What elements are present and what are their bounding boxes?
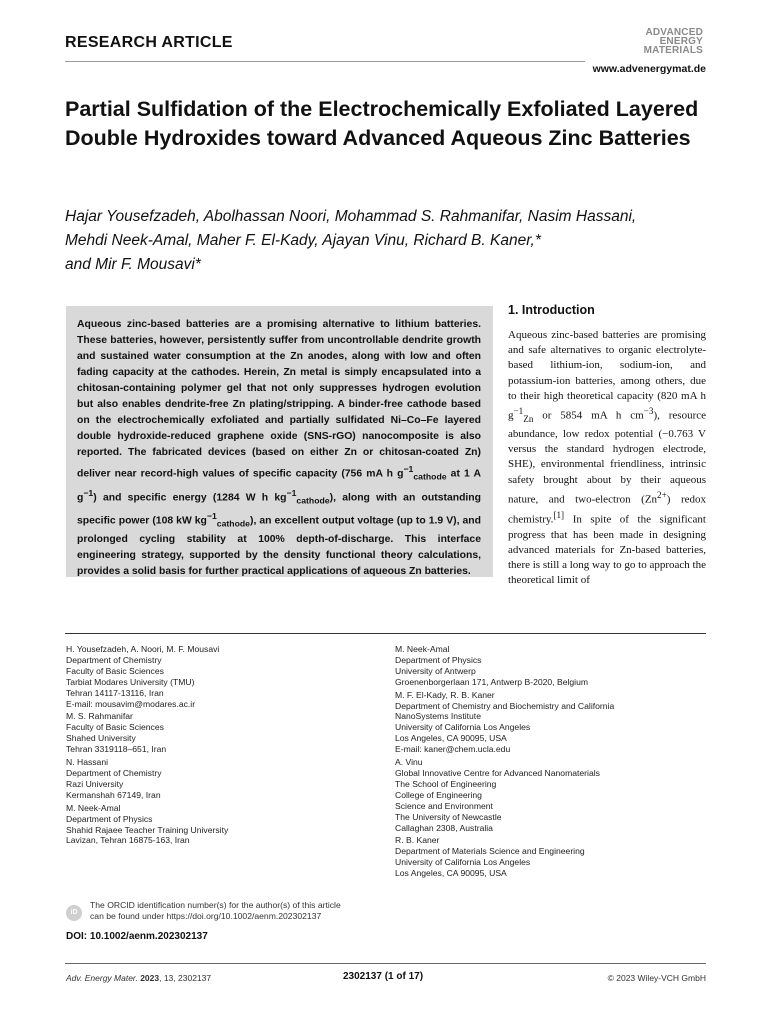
affiliation-block: [66, 644, 376, 709]
journal-url-link[interactable]: www.advenergymat.de: [592, 63, 706, 75]
affiliation-line: M. S. Rahmanifar: [66, 711, 133, 722]
affiliation-line: H. Yousefzadeh, A. Noori, M. F. Mousavi: [66, 644, 220, 654]
affiliation-block: [395, 835, 705, 879]
affiliation-line: Global Innovative Centre for Advanced Nanomaterials: [395, 767, 600, 778]
affiliation-line: Tehran 14117-13116, Iran: [66, 687, 164, 698]
affiliation-line: Department of Materials Science and Engineering: [395, 846, 585, 857]
author-line: and Mir F. Mousavi*: [65, 256, 201, 273]
affiliation-line: Tehran 3319118–651, Iran: [66, 744, 167, 755]
affiliation-line: Groenenborgerlaan 171, Antwerp B-2020, Belgium: [395, 676, 589, 687]
abstract-text: Aqueous zinc-based batteries are a promising alternative to lithium batteries. These batteries, however, persistently suffer from uncontrollable dendrite growth and sustained water consumption at the Zn anodes, along with low and often fading capacity at the cathodes. Herein, Zn metal is simply encapsulated into a chitosan-containing polymer gel that not only suppresses hydrogen evolution but also enables dendrite-free Zn plating/stripping. A binder-free cathode based on the electrochemically exfoliated and partially sulfidated Ni–Co–Fe layered double hydroxide-reduced graphene oxide (SNS-rGO) nanocomposite is also reported. The fabricated devices (based on either Zn or chitosan-coated Zn) deliver near record-high values of specific capacity (756 mA h $g^{-1}_{cathode}$ at 1 A $g^{-1}$) and specific energy (1284 W h $kg^{-1}_{cathode}$), along with an outstanding specific power (108 kW $kg^{-1}_{cathode}$), an excellent output voltage (up to 1.9 V), and prolonged cycling stability at 100% depth-of-discharge. This interface engineering strategy, supported by the density functional theory calculations, provides a solid basis for further practical applications of aqueous Zn batteries.: [77, 319, 482, 577]
journal-logo-line: MATERIALS: [643, 45, 703, 56]
orcid-icon: iD: [66, 905, 82, 921]
affiliation-line: N. Hassani: [66, 757, 109, 768]
affiliation-line: The University of Newcastle: [395, 811, 502, 822]
footer-rule: [65, 963, 706, 964]
affiliation-line: Razi University: [66, 778, 124, 789]
affiliation-line: Los Angeles, CA 90095, USA: [395, 733, 507, 744]
doi-link[interactable]: DOI: 10.1002/aenm.202302137: [66, 931, 208, 942]
affiliation-line: College of Engineering: [395, 789, 482, 800]
orcid-note: [66, 900, 396, 922]
journal-logo-line: ADVANCED: [645, 27, 703, 38]
section-label: RESEARCH ARTICLE: [65, 34, 233, 51]
affiliation-block: [66, 757, 376, 801]
author-line: Mehdi Neek-Amal, Maher F. El-Kady, Ajayan Vinu, Richard B. Kaner,*: [65, 232, 541, 249]
affiliation-line: Department of Chemistry: [66, 654, 162, 665]
affiliation-line: Science and Environment: [395, 800, 493, 811]
affiliation-line: Kermanshah 67149, Iran: [66, 789, 161, 800]
abstract-box: [66, 306, 493, 577]
affiliation-line: Department of Physics: [395, 654, 482, 665]
affiliation-line: The School of Engineering: [395, 778, 497, 789]
affiliation-line: M. Neek-Amal: [395, 644, 450, 654]
affiliation-line: A. Vinu: [395, 757, 423, 768]
affiliation-line: Tarbiat Modares University (TMU): [66, 676, 195, 687]
affiliation-block: [395, 690, 705, 755]
affiliation-block: [395, 644, 705, 688]
affiliation-line: Faculty of Basic Sciences: [66, 665, 164, 676]
orcid-link[interactable]: can be found under https://doi.org/10.1002/aenm.202302137: [90, 910, 322, 921]
author-list: [65, 205, 705, 277]
affiliation-line: R. B. Kaner: [395, 835, 440, 846]
affiliations-left-column: [66, 644, 376, 848]
email-link[interactable]: E-mail: kaner@chem.ucla.edu: [395, 744, 511, 755]
affiliation-line: Shahed University: [66, 733, 136, 744]
author-line: Hajar Yousefzadeh, Abolhassan Noori, Mohammad S. Rahmanifar, Nasim Hassani,: [65, 208, 637, 225]
affiliation-line: Department of Physics: [66, 813, 153, 824]
affiliation-block: [395, 757, 705, 833]
affiliation-line: University of Antwerp: [395, 665, 476, 676]
introduction-heading: 1. Introduction: [508, 303, 595, 317]
article-title: Partial Sulfidation of the Electrochemically Exfoliated Layered Double Hydroxides toward Advanced Aqueous Zinc Batteries: [65, 97, 699, 150]
affiliation-line: NanoSystems Institute: [395, 711, 481, 722]
footer-citation: Adv. Energy Mater. 2023, 13, 2302137: [66, 973, 212, 983]
affiliation-line: University of California Los Angeles: [395, 857, 531, 868]
reference-link[interactable]: [1]: [553, 509, 565, 520]
header-rule: [65, 61, 585, 62]
affiliation-line: M. F. El-Kady, R. B. Kaner: [395, 689, 495, 700]
email-link[interactable]: E-mail: mousavim@modares.ac.ir: [66, 698, 196, 709]
affiliation-line: Department of Chemistry: [66, 767, 162, 778]
journal-logo: [644, 28, 703, 55]
affiliation-line: Shahid Rajaee Teacher Training University: [66, 824, 229, 835]
affiliation-block: [66, 803, 376, 847]
section-divider: [65, 633, 706, 634]
affiliation-line: M. Neek-Amal: [66, 802, 121, 813]
journal-logo-line: ENERGY: [659, 36, 703, 47]
affiliation-line: Faculty of Basic Sciences: [66, 722, 164, 733]
affiliation-line: Los Angeles, CA 90095, USA: [395, 868, 507, 879]
introduction-text: Aqueous zinc-based batteries are promising and safe alternatives to organic electrolyte-based lithium-ion, sodium-ion, and potassium-ion batteries, among others, due to their high theoretical capacity (820 mA h $g^{-1}_{Zn}$ or 5854 mA h $cm^{-3}$), resource abundance, low redox potential (−0.763 V versus the standard hydrogen electrode, SHE), environmental friendliness, intrinsic safety brought about by their aqueous nature, and two-electron $(Zn^{2+})$ redox chemistry.[1] In spite of the significant progress that has been made in designing advanced materials for Zn-based batteries, there is still a long way to go to approach the theoretical limit of: [508, 329, 706, 587]
affiliation-line: Lavizan, Tehran 16875-163, Iran: [66, 835, 190, 846]
copyright-notice: © 2023 Wiley-VCH GmbH: [607, 973, 706, 983]
page-number: 2302137 (1 of 17): [343, 971, 424, 982]
affiliation-line: Department of Chemistry and Biochemistry and California: [395, 700, 615, 711]
affiliation-line: Callaghan 2308, Australia: [395, 822, 493, 833]
affiliation-line: University of California Los Angeles: [395, 722, 531, 733]
orcid-line: The ORCID identification number(s) for the author(s) of this article: [90, 900, 341, 910]
affiliations-right-column: [395, 644, 705, 881]
affiliation-block: [66, 711, 376, 755]
